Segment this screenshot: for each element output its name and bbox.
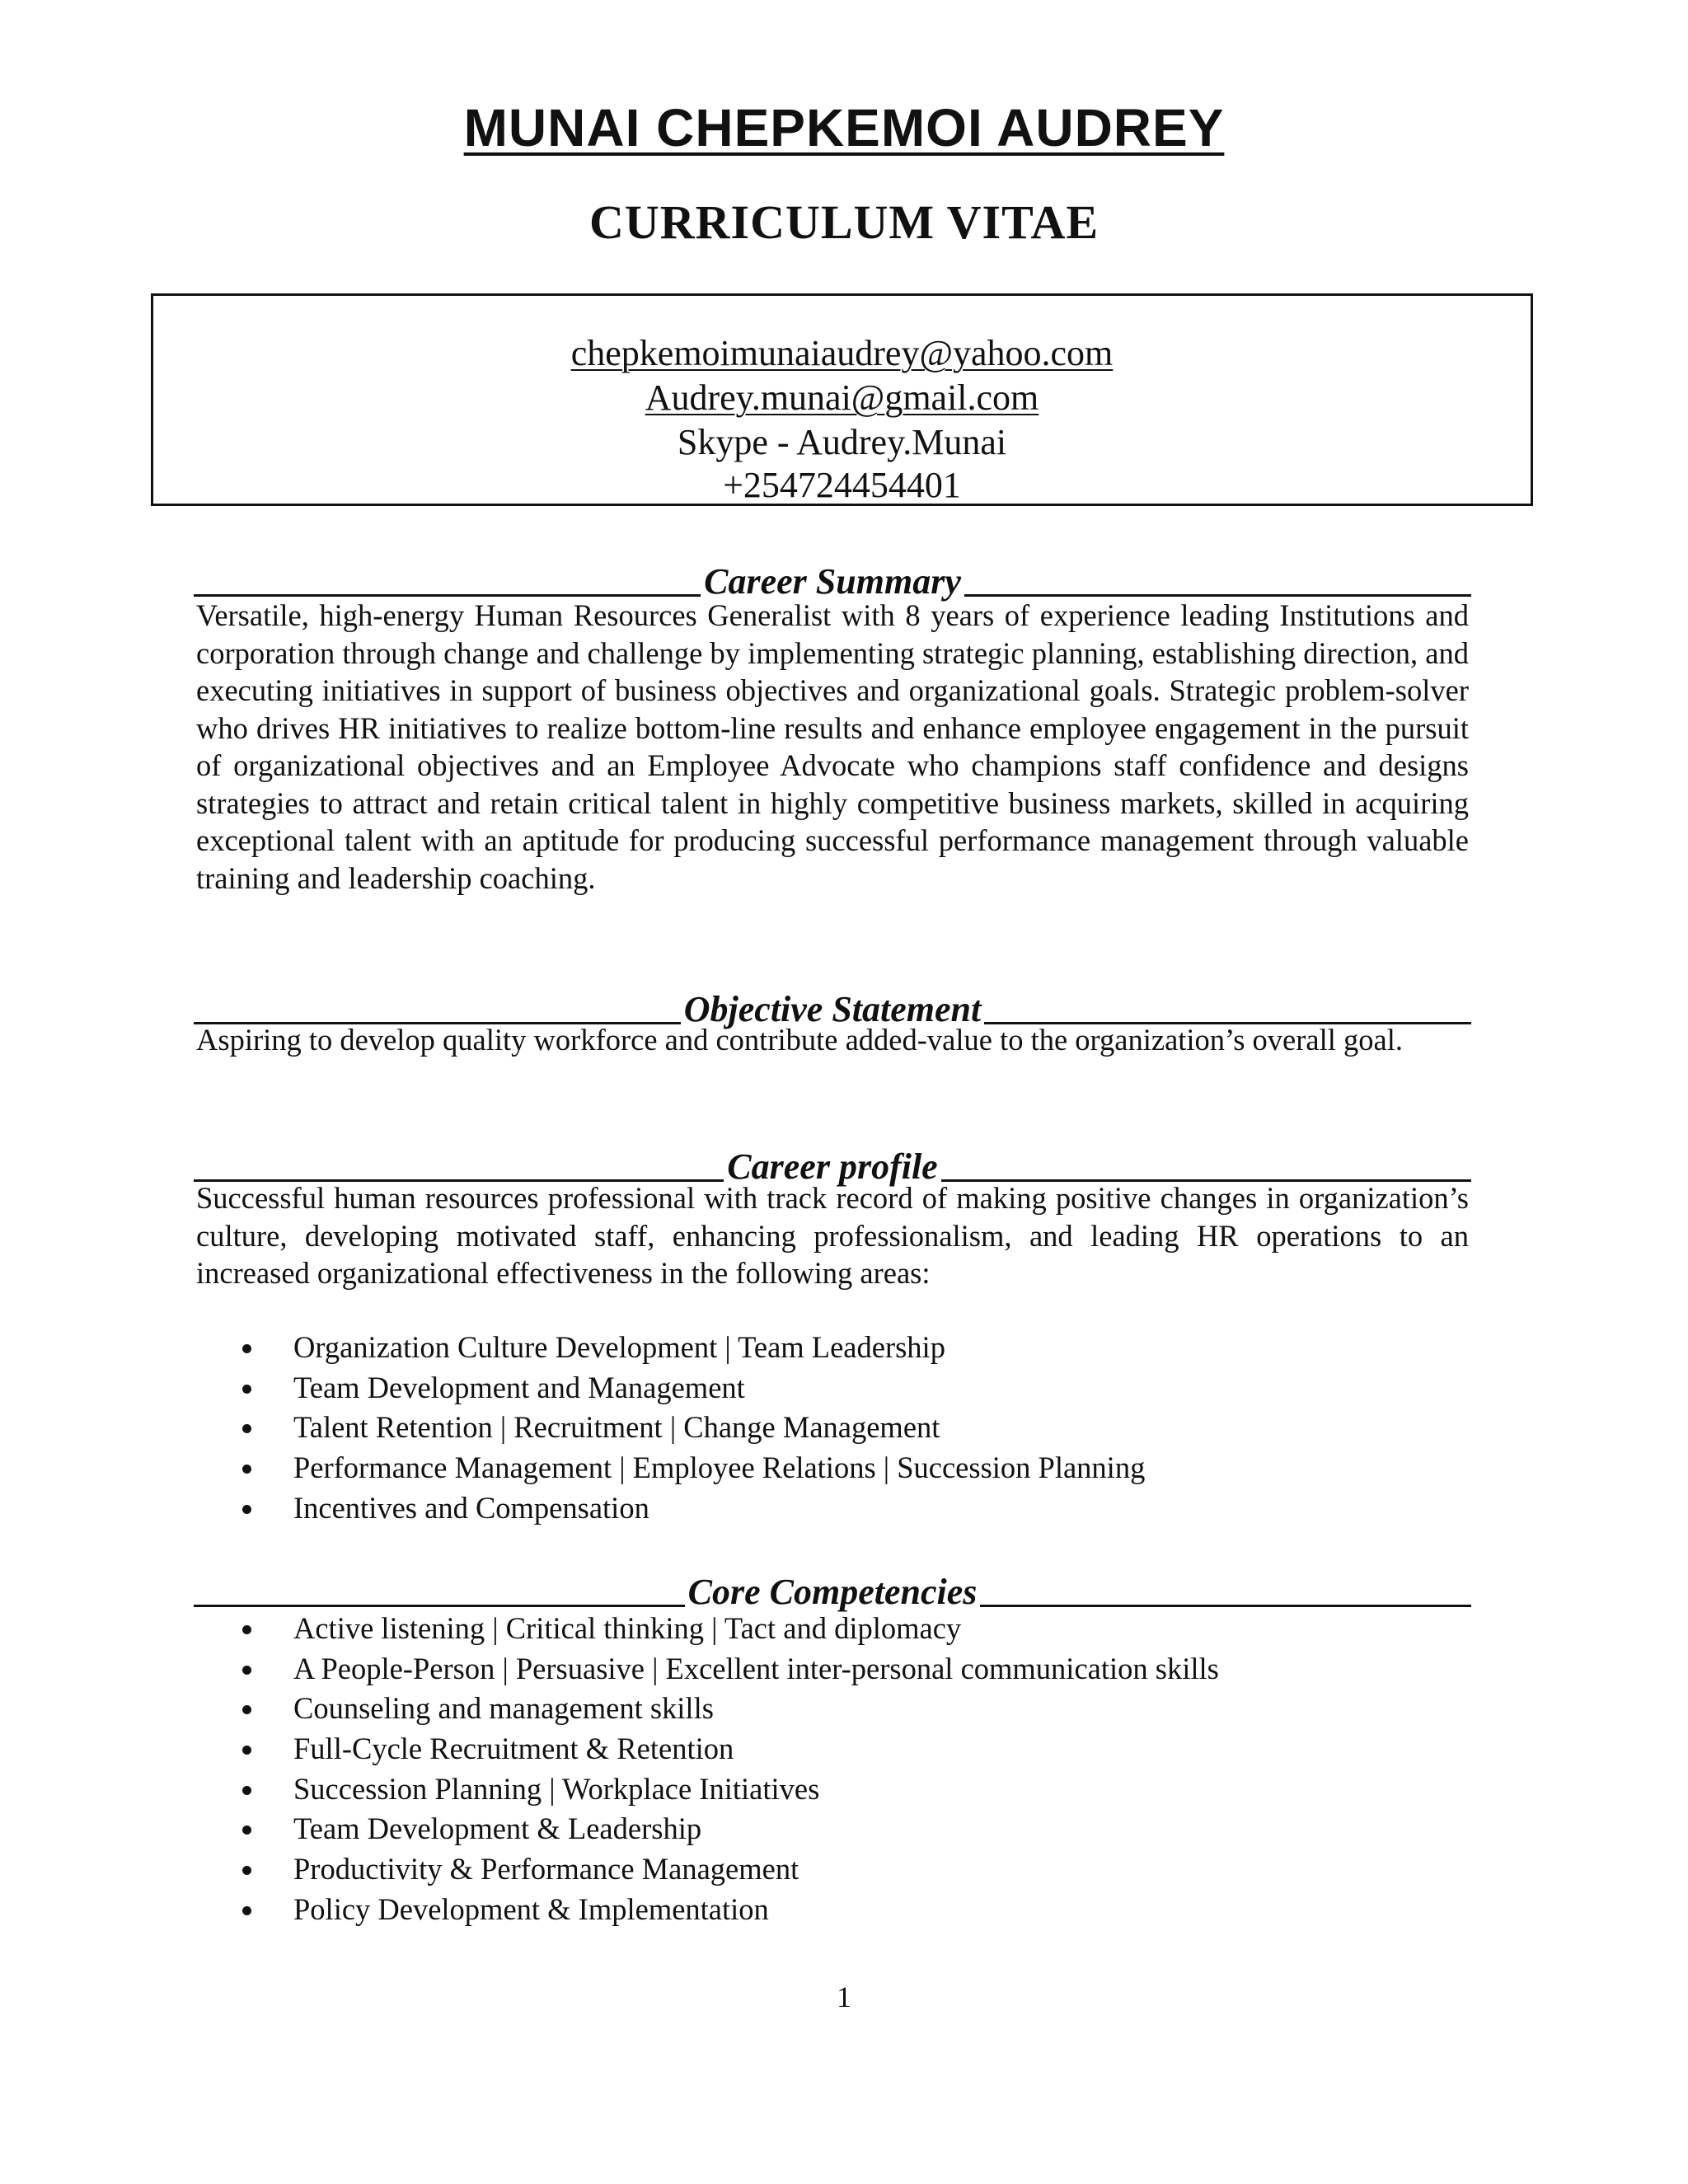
- objective-statement-text: [196, 1021, 1469, 1059]
- email-gmail-link[interactable]: Audrey.munai@gmail.com: [645, 377, 1039, 418]
- list-item: [196, 1368, 1515, 1408]
- list-item-text: Incentives and Compensation: [293, 1490, 649, 1525]
- career-profile-paragraph: Successful human resources professional with track record of making positive changes in organization’s culture, developing motivated staff, enhancing professionalism, and leading HR operations to an increased organizational effectiveness in the following areas:: [196, 1181, 1469, 1290]
- career-summary-heading: [194, 551, 1471, 603]
- career-profile-heading-text: Career profile: [727, 1146, 938, 1187]
- career-summary-heading-text: Career Summary: [704, 561, 961, 602]
- list-item: [196, 1448, 1515, 1488]
- bullet-icon: [242, 1906, 251, 1915]
- bullet-icon: [242, 1825, 251, 1835]
- bullet-icon: [242, 1385, 251, 1394]
- heading-rule-right: [980, 1605, 1471, 1607]
- document-title: CURRICULUM VITAE: [588, 195, 1100, 249]
- heading-rule-left: [194, 1605, 685, 1607]
- bullet-icon: [242, 1746, 251, 1755]
- objective-statement-heading-text: Objective Statement: [683, 989, 982, 1029]
- list-item-text: Productivity & Performance Management: [293, 1852, 799, 1886]
- list-item-text: A People-Person | Persuasive | Excellent inter-personal communication skills: [293, 1651, 1219, 1685]
- list-item: [196, 1689, 1515, 1729]
- list-item-text: Talent Retention | Recruitment | Change Management: [293, 1410, 940, 1445]
- bullet-icon: [242, 1866, 251, 1875]
- list-item-text: Team Development and Management: [293, 1370, 745, 1404]
- page-number: 1: [837, 1980, 851, 2013]
- list-item: [196, 1408, 1515, 1448]
- list-item: [196, 1729, 1515, 1769]
- bullet-icon: [242, 1786, 251, 1795]
- candidate-name: MUNAI CHEPKEMOI AUDREY: [463, 98, 1225, 157]
- list-item-text: Counseling and management skills: [293, 1691, 714, 1726]
- bullet-icon: [242, 1424, 251, 1433]
- list-item: [196, 1849, 1515, 1890]
- list-item: [196, 1890, 1515, 1930]
- list-item-text: Active listening | Critical thinking | Tact and diplomacy: [293, 1611, 962, 1645]
- core-competencies-list: [196, 1609, 1515, 1930]
- phone-number: +254724454401: [723, 465, 961, 505]
- bullet-icon: [242, 1625, 251, 1634]
- list-item: [196, 1769, 1515, 1810]
- core-competencies-heading-text: Core Competencies: [687, 1572, 978, 1612]
- bullet-icon: [242, 1666, 251, 1675]
- skype-contact: Skype - Audrey.Munai: [677, 422, 1007, 462]
- career-summary-text: [196, 597, 1469, 897]
- list-item-text: Organization Culture Development | Team Leadership: [293, 1330, 945, 1364]
- career-profile-text: [196, 1179, 1469, 1292]
- list-item: [196, 1649, 1515, 1690]
- bullet-icon: [242, 1505, 251, 1514]
- list-item: [196, 1328, 1515, 1368]
- career-summary-paragraph: Versatile, high-energy Human Resources Generalist with 8 years of experience leading Institutions and corporation through change and challenge by implementing strategic planning, establishing direction, and executing initiatives in support of business objectives and organizational goals. Strategic problem-solver who drives HR initiatives to realize bottom-line results and enhance employee engagement in the pursuit of organizational objectives and an Employee Advocate who champions staff confidence and designs strategies to attract and retain critical talent in highly competitive business markets, skilled in acquiring exceptional talent with an aptitude for producing successful performance management through valuable training and leadership coaching.: [196, 598, 1469, 895]
- bullet-icon: [242, 1344, 251, 1353]
- core-competencies-heading: [194, 1561, 1471, 1614]
- list-item-text: Policy Development & Implementation: [293, 1891, 769, 1926]
- list-item-text: Team Development & Leadership: [293, 1811, 702, 1846]
- bullet-icon: [242, 1465, 251, 1474]
- list-item: [196, 1609, 1515, 1649]
- list-item: [196, 1488, 1515, 1529]
- career-profile-list: [196, 1328, 1515, 1528]
- contact-box: [151, 293, 1533, 506]
- list-item-text: Full-Cycle Recruitment & Retention: [293, 1732, 734, 1766]
- list-item: [196, 1809, 1515, 1849]
- list-item-text: Succession Planning | Workplace Initiatives: [293, 1771, 820, 1806]
- list-item-text: Performance Management | Employee Relations | Succession Planning: [293, 1451, 1146, 1485]
- objective-statement-paragraph: Aspiring to develop quality workforce and contribute added-value to the organization’s overall goal.: [196, 1023, 1403, 1057]
- bullet-icon: [242, 1705, 251, 1714]
- email-yahoo-link[interactable]: chepkemoimunaiaudrey@yahoo.com: [570, 333, 1114, 373]
